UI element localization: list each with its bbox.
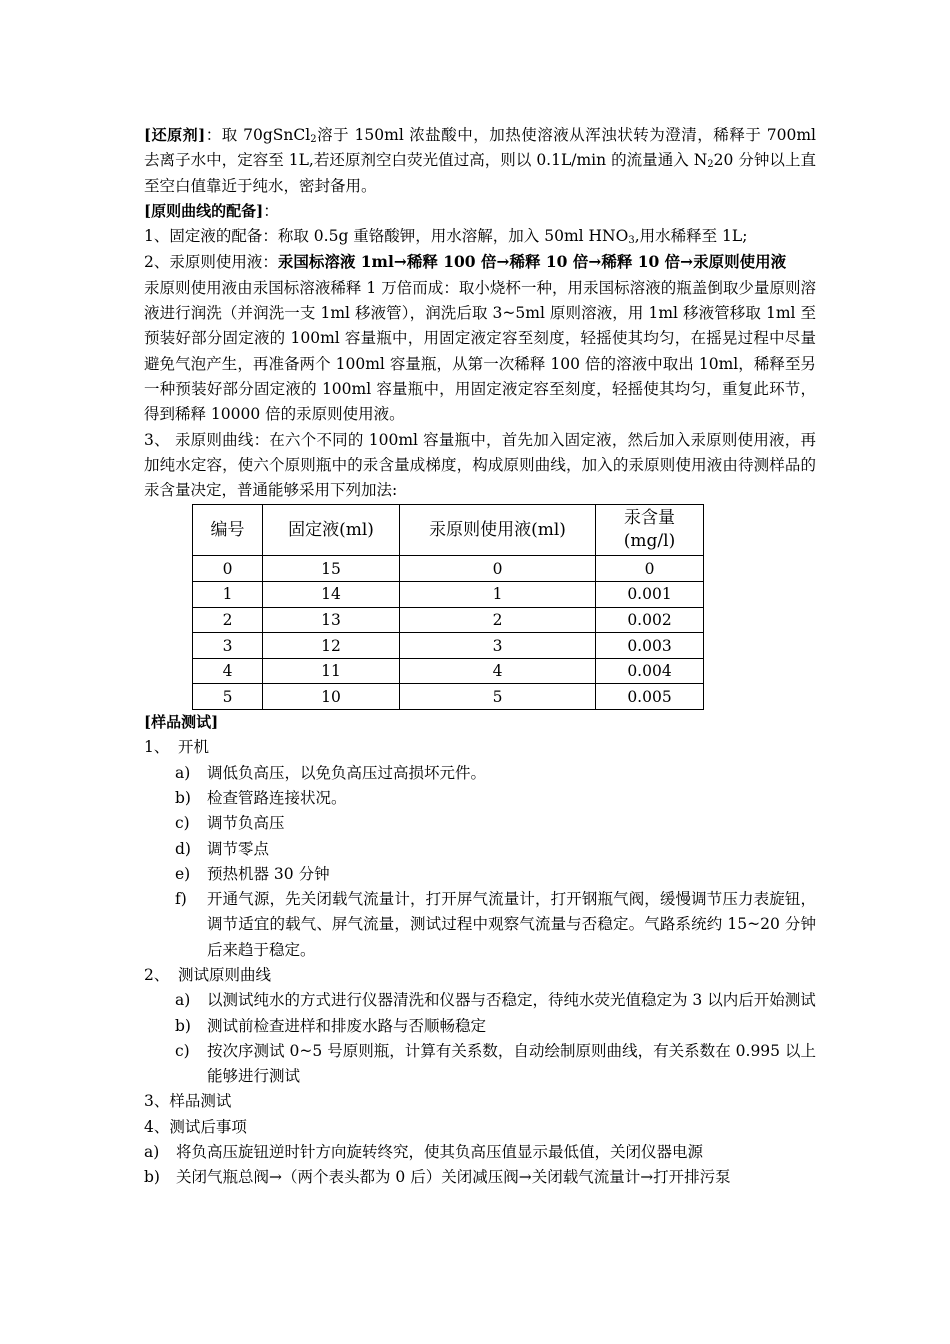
list-item <box>144 1165 816 1190</box>
curve-prep-heading: [原则曲线的配备] <box>144 201 264 220</box>
list-text: 测试前检查进样和排废水路与否顺畅稳定 <box>207 1016 487 1035</box>
table-header-row <box>193 505 704 556</box>
curve-prep-heading-line <box>144 199 816 224</box>
table-cell: 2 <box>193 607 263 633</box>
list-text: 关闭气瓶总阀→（两个表头都为 0 后）关闭减压阀→关闭载气流量计→打开排污泵 <box>176 1168 731 1187</box>
list-item <box>175 1039 816 1090</box>
table-cell: 12 <box>263 633 400 659</box>
curve-test-title: 测试原则曲线 <box>178 965 272 984</box>
dilution-chain: 汞国标溶液 1ml→稀释 100 倍→稀释 10 倍→稀释 10 倍→汞原则使用液 <box>277 252 787 272</box>
table-cell: 0 <box>596 556 704 582</box>
fixative-text-2: ,用水稀释至 1L; <box>634 227 748 246</box>
table-row <box>193 658 704 684</box>
startup-steps <box>144 761 816 963</box>
list-marker: 2、 <box>144 965 170 984</box>
list-item <box>175 837 816 862</box>
fixative-sub: 3 <box>628 235 635 247</box>
table-cell: 4 <box>193 658 263 684</box>
table-cell: 0.002 <box>596 607 704 633</box>
table-cell: 2 <box>400 607 596 633</box>
reductant-sub-2: 2 <box>707 159 714 171</box>
list-marker: 1、 <box>144 738 170 757</box>
mercury-solution-body: 汞原则使用液由汞国标溶液稀释 1 万倍而成：取小烧杯一种，用汞国标溶液的瓶盖倒取少量原则溶液进行润洗（并润洗一支 1ml 移液管），润洗后取 3~5ml 原则溶液，用 1ml 移液管移取 1ml 至预装好部分固定液的 100ml 容量瓶中，用固定液定容至刻度，轻摇使其均匀，在摇晃过程中尽量避免气泡产生，再准备两个 100ml 容量瓶，从第一次稀释 100 倍的溶液中取出 10ml，稀释至另一种预装好部分固定液的 100ml 容量瓶中，用固定液定容至刻度，轻摇使其均匀，重复此环节，得到稀释 10000 倍的汞原则使用液。 <box>144 278 816 424</box>
table-cell: 5 <box>193 684 263 710</box>
table-cell: 1 <box>400 582 596 608</box>
list-item <box>175 862 816 887</box>
list-item <box>144 735 816 760</box>
reductant-sub-1: 2 <box>310 134 317 145</box>
list-item <box>175 988 816 1013</box>
list-marker: d) <box>175 839 191 858</box>
table-row <box>193 556 704 582</box>
list-item <box>144 1140 816 1165</box>
list-text: 调低负高压，以免负高压过高损坏元件。 <box>207 763 487 782</box>
header-fixative: 固定液(ml) <box>263 505 400 556</box>
sample-test-heading: [样品测试] <box>144 713 219 732</box>
list-marker: a) <box>175 991 191 1010</box>
list-item <box>175 887 816 963</box>
table-cell: 11 <box>263 658 400 684</box>
reductant-heading: [还原剂] <box>144 126 206 144</box>
list-text: 检查管路连接状况。 <box>207 788 347 807</box>
list-item <box>175 811 816 836</box>
table-cell: 5 <box>400 684 596 710</box>
fixative-paragraph <box>144 224 816 249</box>
list-item <box>175 786 816 811</box>
fixative-text-1: 1、固定液的配备：称取 0.5g 重铬酸钾，用水溶解，加入 50ml HNO <box>144 227 629 246</box>
list-text: 调节零点 <box>207 839 270 858</box>
list-marker: f) <box>175 890 187 909</box>
list-marker: a) <box>175 763 191 782</box>
mercury-solution-title <box>144 249 816 275</box>
list-text: 以测试纯水的方式进行仪器清洗和仪器与否稳定，待纯水荧光值稳定为 3 以内后开始测试 <box>207 991 816 1010</box>
standard-curve-table <box>192 504 704 710</box>
list-text: 预热机器 30 分钟 <box>207 864 330 883</box>
list-marker: b) <box>175 1016 191 1035</box>
document-body <box>144 123 816 1191</box>
header-id: 编号 <box>193 505 263 556</box>
table-cell: 15 <box>263 556 400 582</box>
table-row <box>193 684 704 710</box>
curve-prep-heading-suffix: ： <box>263 201 279 220</box>
table-row <box>193 607 704 633</box>
reductant-text-2: 溶于 150ml 浓盐酸中，加热使溶液从浑浊状转为澄清，稀释于 700ml 去离子水中，定容至 1L,若还原剂空白荧光值过高，则以 0.1L/min 的流量通入 N <box>144 126 816 170</box>
table-cell: 4 <box>400 658 596 684</box>
list-marker: b) <box>175 788 191 807</box>
list-item <box>175 761 816 786</box>
table-cell: 1 <box>193 582 263 608</box>
list-text: 调节负高压 <box>207 814 285 833</box>
table-row <box>193 633 704 659</box>
table-cell: 0.001 <box>596 582 704 608</box>
sample-test-line: 3、样品测试 <box>144 1092 232 1111</box>
table-cell: 13 <box>263 607 400 633</box>
table-cell: 14 <box>263 582 400 608</box>
table-cell: 3 <box>193 633 263 659</box>
table-row <box>193 582 704 608</box>
table-cell: 3 <box>400 633 596 659</box>
list-marker: c) <box>175 814 190 833</box>
table-cell: 0.003 <box>596 633 704 659</box>
list-text: 按次序测试 0~5 号原则瓶，计算有关系数，自动绘制原则曲线，有关系数在 0.995 以上能够进行测试 <box>207 1041 816 1086</box>
reductant-text-3: 20 分钟以上直至空白值靠近于纯水，密封备用。 <box>144 151 816 195</box>
header-mercury-content: 汞含量 (mg/l) <box>596 505 704 556</box>
list-marker: e) <box>175 864 191 883</box>
reductant-text-1: ：取 70gSnCl <box>205 126 311 144</box>
list-item <box>144 963 816 988</box>
header-mercury-solution: 汞原则使用液(ml) <box>400 505 596 556</box>
after-test-steps <box>144 1140 816 1191</box>
after-test-title: 4、测试后事项 <box>144 1117 247 1136</box>
table-cell: 0.004 <box>596 658 704 684</box>
mercury-solution-prefix: 2、汞原则使用液： <box>144 253 278 272</box>
table-cell: 10 <box>263 684 400 710</box>
startup-title: 开机 <box>178 738 210 757</box>
list-marker: a) <box>144 1143 160 1162</box>
list-item <box>175 1014 816 1039</box>
list-text: 将负高压旋钮逆时针方向旋转终究，使其负高压值显示最低值，关闭仪器电源 <box>176 1143 704 1162</box>
list-marker: c) <box>175 1041 190 1060</box>
startup-section <box>144 735 816 760</box>
table-cell: 0 <box>400 556 596 582</box>
table-cell: 0.005 <box>596 684 704 710</box>
curve-test-section <box>144 963 816 988</box>
table-cell: 0 <box>193 556 263 582</box>
mercury-curve-paragraph: 3、 汞原则曲线：在六个不同的 100ml 容量瓶中，首先加入固定液，然后加入汞原则使用液，再加纯水定容，使六个原则瓶中的汞含量成梯度，构成原则曲线，加入的汞原则使用液由待测样品的汞含量决定，普通能够采用下列加法: <box>144 430 816 500</box>
curve-test-steps <box>144 988 816 1089</box>
reductant-paragraph <box>144 123 816 199</box>
list-marker: b) <box>144 1168 160 1187</box>
list-text: 开通气源，先关闭载气流量计，打开屏气流量计，打开钢瓶气阀，缓慢调节压力表旋钮，调节适宜的载气、屏气流量，测试过程中观察气流量与否稳定。气路系统约 15~20 分钟后来趋于稳定。 <box>207 890 816 959</box>
